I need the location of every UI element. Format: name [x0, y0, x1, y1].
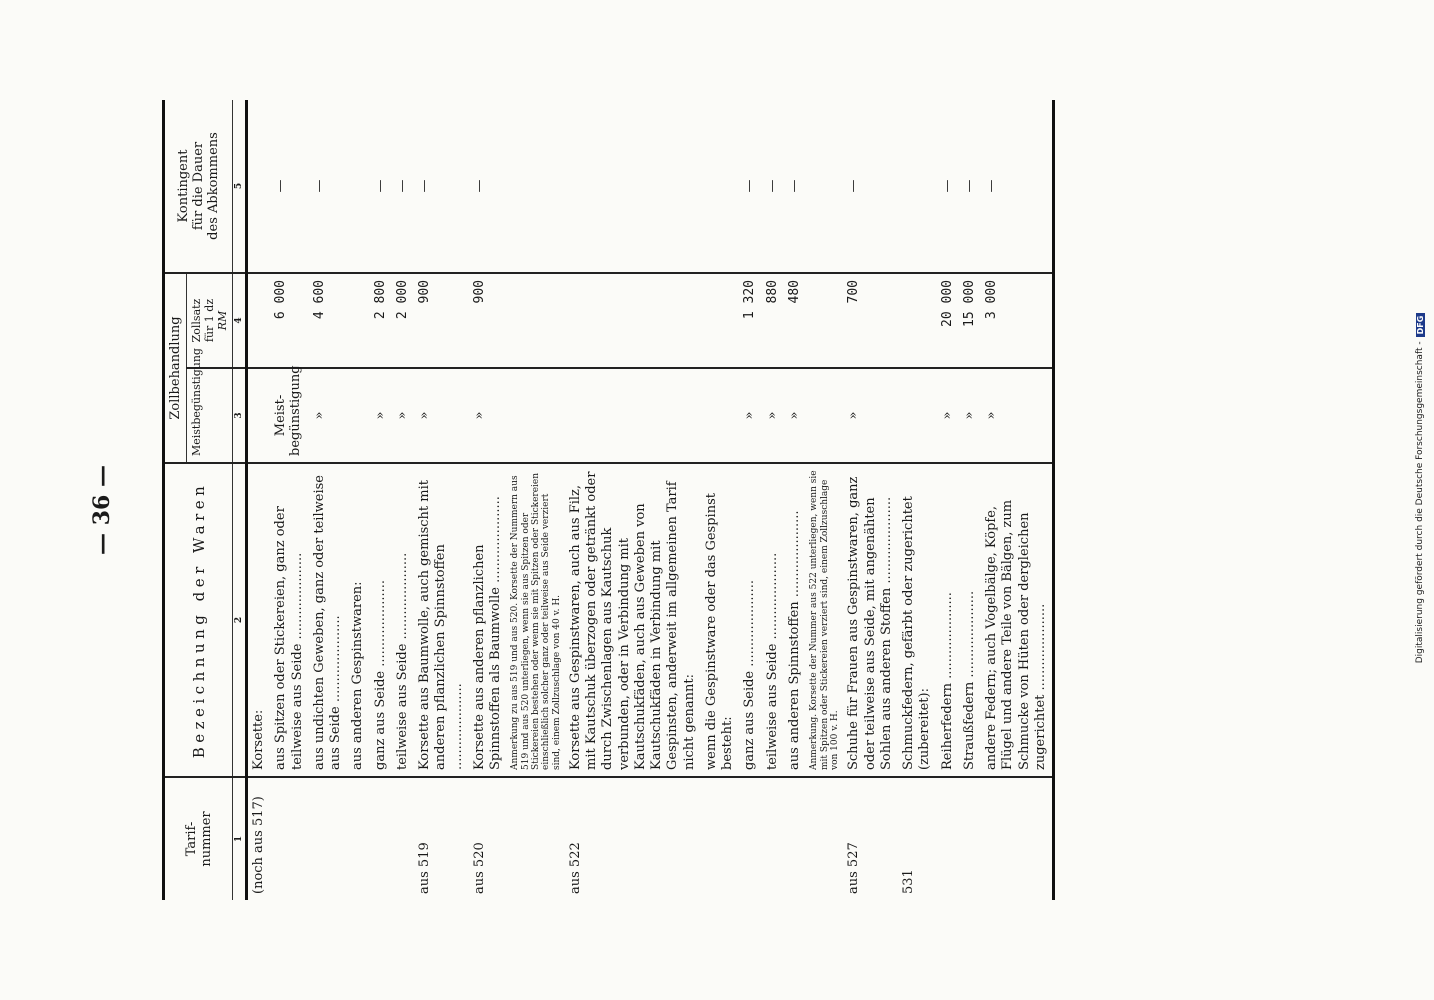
tarif-number-cell [507, 777, 565, 900]
tarif-number-cell [739, 777, 761, 900]
dfg-credit-text: Digitalisierung gefördert durch die Deutsche Forschungsgemeinschaft - [1415, 341, 1425, 664]
table-row [565, 100, 701, 900]
treatment-cell: » [937, 368, 959, 463]
treatment-cell [898, 368, 937, 463]
quota-cell: — [762, 100, 784, 273]
header-zollbehandlung: Zollbehandlung [164, 273, 187, 463]
table-row [701, 100, 740, 900]
tarif-number-cell [701, 777, 740, 900]
tarif-number-cell: aus 527 [846, 842, 862, 894]
duty-rate-cell: 1 320 [739, 273, 761, 368]
header-bezeichnung: Bezeichnung der Waren [164, 463, 233, 777]
tarif-number-cell [959, 777, 981, 900]
column-number-1: 1 [233, 777, 247, 900]
duty-rate-cell [507, 273, 565, 368]
quota-cell [347, 100, 369, 273]
quota-cell: — [937, 100, 959, 273]
tarif-number-cell [937, 777, 959, 900]
duty-rate-cell [701, 273, 740, 368]
treatment-cell: » [739, 368, 761, 463]
description-cell: Korsette aus anderen pflanzlichen Spinnstoffen als Baumwolle ..................... [469, 463, 508, 777]
table-row [469, 100, 508, 900]
treatment-cell: » [784, 368, 806, 463]
quota-cell [898, 100, 937, 273]
description-cell: aus anderen Spinnstoffen ..................... [784, 463, 806, 777]
table-row [270, 100, 309, 900]
tarif-number-cell [309, 777, 348, 900]
treatment-cell [247, 368, 271, 463]
table-row [347, 100, 369, 900]
description-cell: aus anderen Gespinstwaren: [347, 463, 369, 777]
treatment-cell [701, 368, 740, 463]
dfg-logo: DFG [1416, 313, 1425, 338]
treatment-cell: » [469, 368, 508, 463]
quota-cell: — [309, 100, 348, 273]
table-row [370, 100, 392, 900]
table-row [414, 100, 469, 900]
tariff-rows [247, 100, 1054, 900]
table-row [784, 100, 806, 900]
quota-cell: — [370, 100, 392, 273]
quota-cell: — [843, 100, 898, 273]
description-cell: Schuhe für Frauen aus Gespinstwaren, ganz oder teilweise aus Seide, mit angenähten Sohlen aus anderen Stoffen ..................... [843, 463, 898, 777]
description-cell: Schmuckfedern, gefärbt oder zugerichtet (zubereitet): [898, 463, 937, 777]
treatment-cell: » [392, 368, 414, 463]
tariff-table [162, 100, 1055, 900]
description-cell: Korsette aus Baumwolle, auch gemischt mit anderen pflanzlichen Spinnstoffen ..................... [414, 463, 469, 777]
column-number-3: 3 [233, 368, 247, 463]
duty-rate-cell: 900 [469, 273, 508, 368]
duty-rate-cell [247, 273, 271, 368]
description-cell: teilweise aus Seide ..................... [392, 463, 414, 777]
duty-rate-cell: 880 [762, 273, 784, 368]
quota-cell: — [959, 100, 981, 273]
header-kontingent: Kontingent für die Dauer des Abkommens [164, 100, 233, 273]
description-cell: Reiherfedern ..................... [937, 463, 959, 777]
header-zollsatz-unit: RM [216, 310, 229, 331]
description-cell: teilweise aus Seide ..................... [762, 463, 784, 777]
description-cell: Korsette: [247, 463, 271, 777]
quota-cell: — [981, 100, 1054, 273]
table-row [247, 100, 271, 900]
tarif-number-cell [347, 777, 369, 900]
table-row [937, 100, 959, 900]
page-number: — 36 — [89, 465, 115, 555]
tarif-number-cell: aus 519 [417, 842, 432, 894]
tarif-number-cell [981, 777, 1054, 900]
quota-cell: — [739, 100, 761, 273]
duty-rate-cell: 15 000 [959, 273, 981, 368]
dfg-credit [1412, 315, 1428, 664]
duty-rate-cell [806, 273, 843, 368]
treatment-cell [806, 368, 843, 463]
duty-rate-cell: 3 000 [981, 273, 1054, 368]
quota-cell [247, 100, 271, 273]
tarif-number-cell: 531 [901, 869, 916, 894]
duty-rate-cell: 900 [414, 273, 469, 368]
duty-rate-cell [565, 273, 701, 368]
duty-rate-cell: 480 [784, 273, 806, 368]
description-cell: andere Federn; auch Vogelbälge, Köpfe, Flügel und andere Teile von Bälgen, zum Schmucke von Hüten oder dergleichen zugerichtet ..................... [981, 463, 1054, 777]
description-cell: ganz aus Seide ..................... [739, 463, 761, 777]
duty-rate-cell [898, 273, 937, 368]
description-cell: Anmerkung zu aus 519 und aus 520. Korsette der Nummern aus 519 und aus 520 unterliegen, wenn sie aus Spitzen oder Stickereien bestehen oder wenn sie mit Spitzen oder Stickereien einschließlich solcher ganz oder teilweise aus Seide verziert sind, einem Zollzuschlage von 40 v. H. [507, 463, 565, 777]
duty-rate-cell: 6 000 [270, 273, 309, 368]
description-cell: ganz aus Seide ..................... [370, 463, 392, 777]
column-number-2: 2 [233, 463, 247, 777]
duty-rate-cell: 20 000 [937, 273, 959, 368]
duty-rate-cell [347, 273, 369, 368]
treatment-cell: » [762, 368, 784, 463]
quota-cell: — [392, 100, 414, 273]
column-number-5: 5 [233, 100, 247, 273]
tarif-number-cell [370, 777, 392, 900]
description-cell: aus undichten Geweben, ganz oder teilweise aus Seide ..................... [309, 463, 348, 777]
table-row [806, 100, 843, 900]
duty-rate-cell: 2 000 [392, 273, 414, 368]
treatment-cell: » [309, 368, 348, 463]
quota-cell [701, 100, 740, 273]
tariff-table-sheet [162, 100, 1292, 900]
description-cell: Straußfedern ..................... [959, 463, 981, 777]
tarif-number-cell: (noch aus 517) [251, 796, 266, 894]
description-cell: Korsette aus Gespinstwaren, auch aus Filz, mit Kautschuk überzogen oder getränkt oder durch Zwischenlagen aus Kautschuk verbunden, oder in Verbindung mit Kautschukfäden, auch aus Geweben von Kautschukfäden in Verbindung mit Gespinsten, anderweit im allgemeinen Tarif nicht genannt: [565, 463, 701, 777]
description-cell: aus Spitzen oder Stickereien, ganz oder teilweise aus Seide ..................... [270, 463, 309, 777]
tarif-number-cell [392, 777, 414, 900]
duty-rate-cell: 4 600 [309, 273, 348, 368]
quota-cell [565, 100, 701, 273]
duty-rate-cell: 700 [843, 273, 898, 368]
table-row [309, 100, 348, 900]
treatment-cell: » [959, 368, 981, 463]
quota-cell: — [784, 100, 806, 273]
treatment-cell: » [981, 368, 1054, 463]
header-zollsatz-label: Zollsatz für 1 dz [190, 298, 216, 343]
quota-cell [507, 100, 565, 273]
tarif-number-cell [784, 777, 806, 900]
treatment-cell [347, 368, 369, 463]
header-meistbeguenstigung: Meistbegünstigung [187, 368, 233, 463]
treatment-cell: » [843, 368, 898, 463]
treatment-cell [507, 368, 565, 463]
header-tarifnummer: Tarif- nummer [164, 777, 233, 900]
tarif-number-cell [806, 777, 843, 900]
table-row [762, 100, 784, 900]
table-row [981, 100, 1054, 900]
tarif-number-cell: aus 522 [567, 842, 583, 894]
table-row [392, 100, 414, 900]
treatment-cell [565, 368, 701, 463]
table-row [507, 100, 565, 900]
table-row [739, 100, 761, 900]
description-cell: Anmerkung. Korsette der Nummer aus 522 unterliegen, wenn sie mit Spitzen oder Stickereien verziert sind, einem Zollzuschlage von 100 v. H. [806, 463, 843, 777]
description-cell: wenn die Gespinstware oder das Gespinst besteht: [701, 463, 740, 777]
column-number-4: 4 [233, 273, 247, 368]
treatment-cell: Meist- begünstigung [270, 368, 309, 463]
treatment-cell: » [414, 368, 469, 463]
quota-cell: — [270, 100, 309, 273]
tarif-number-cell [762, 777, 784, 900]
quota-cell: — [469, 100, 508, 273]
duty-rate-cell: 2 800 [370, 273, 392, 368]
table-row [843, 100, 898, 900]
table-row [898, 100, 937, 900]
quota-cell: — [414, 100, 469, 273]
treatment-cell: » [370, 368, 392, 463]
quota-cell [806, 100, 843, 273]
tarif-number-cell [270, 777, 309, 900]
tarif-number-cell: aus 520 [471, 842, 487, 894]
table-row [959, 100, 981, 900]
